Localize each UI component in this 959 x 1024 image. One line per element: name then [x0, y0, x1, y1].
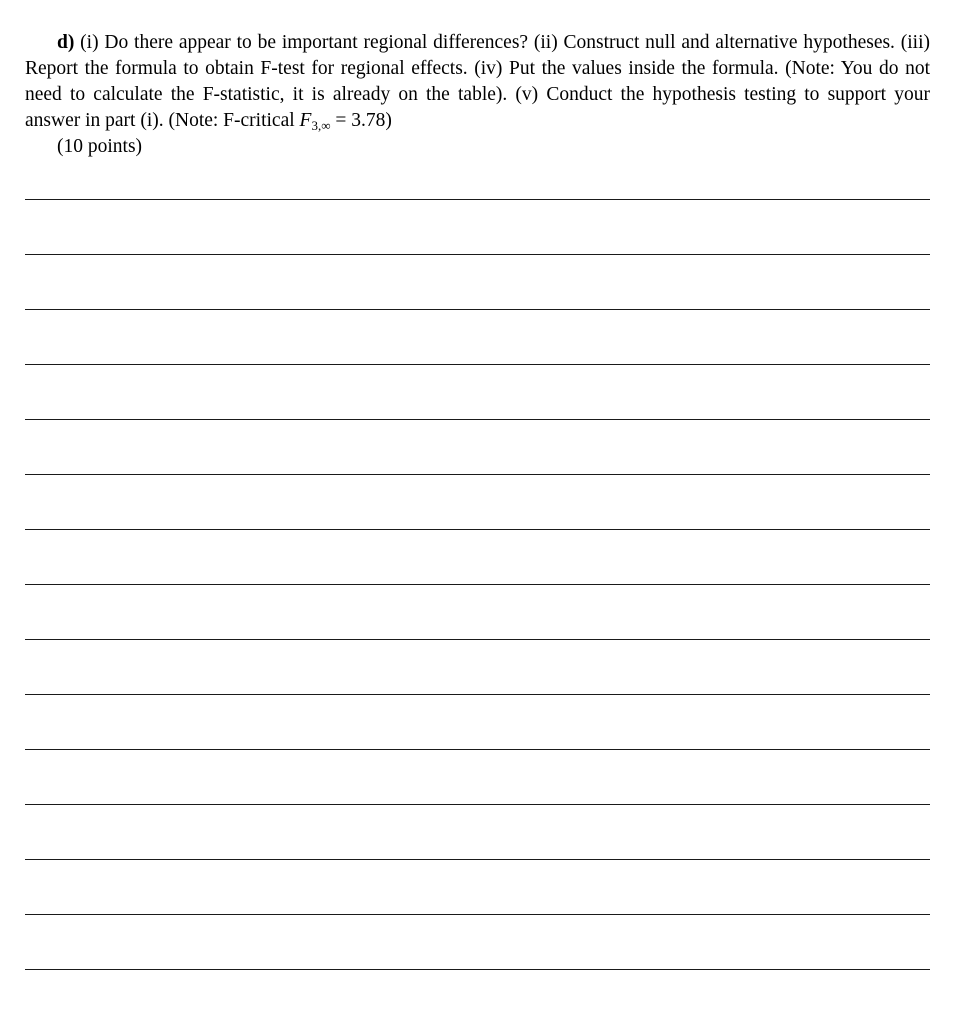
- answer-line: [25, 254, 930, 255]
- answer-line: [25, 804, 930, 805]
- answer-line: [25, 969, 930, 970]
- answer-line: [25, 859, 930, 860]
- question-points: (10 points): [57, 136, 143, 157]
- answer-line: [25, 309, 930, 310]
- answer-area: [25, 0, 930, 1024]
- f-critical-symbol: $F_{3,\infty}$: [299, 110, 331, 133]
- answer-line: [25, 749, 930, 750]
- answer-line: [25, 529, 930, 530]
- answer-line: [25, 474, 930, 475]
- answer-line: [25, 199, 930, 200]
- answer-line: [25, 694, 930, 695]
- f-critical-subscript: 3,∞: [311, 118, 331, 133]
- answer-line: [25, 914, 930, 915]
- question-label: d): [57, 32, 75, 53]
- question-body-part-1: (i) Do there appear to be important regional differences? (ii) Construct null and alternative hypotheses. (iii) Report the formula to obtain F-test for regional effects. (iv) Put the values inside the formula. (Note: You do not need to calculate the F-statistic, it is already on the table). (v) Conduct the hypothesis testing to support your answer in part (i). (Note: F-critical: [25, 32, 930, 131]
- answer-line: [25, 364, 930, 365]
- answer-line: [25, 639, 930, 640]
- answer-line: [25, 584, 930, 585]
- question-body-part-2: = 3.78): [330, 110, 392, 131]
- answer-line: [25, 419, 930, 420]
